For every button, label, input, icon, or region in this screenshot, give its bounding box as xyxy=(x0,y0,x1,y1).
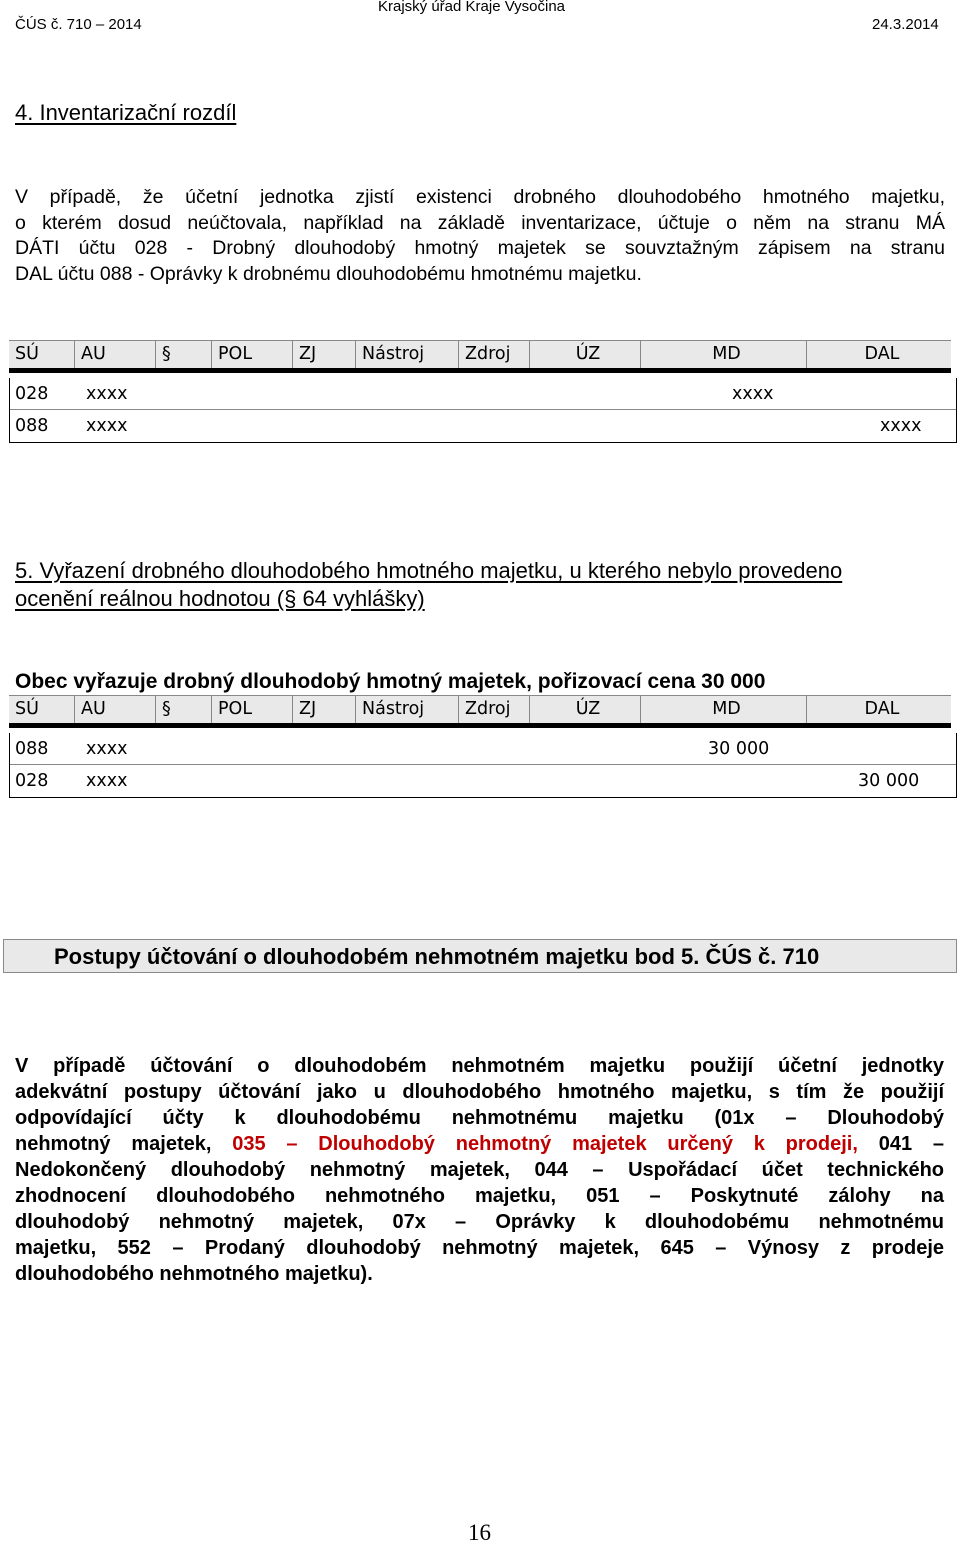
col-au: AU xyxy=(75,696,156,723)
col-nastroj: Nástroj xyxy=(356,341,459,368)
cell-dal: 30 000 xyxy=(858,771,920,791)
final-paragraph-line xyxy=(15,1261,944,1287)
header-date: 24.3.2014 xyxy=(872,16,939,33)
col-su: SÚ xyxy=(9,696,75,723)
col-pol: POL xyxy=(212,341,293,368)
cell-su: 088 xyxy=(15,739,49,759)
cell-md: xxxx xyxy=(732,384,774,404)
final-paragraph-line xyxy=(15,1209,944,1235)
table-row xyxy=(10,765,956,797)
paragraph-text: dlouhodobý nehmotný majetek, 07x – Oprávky k dlouhodobému nehmotnému xyxy=(15,1211,944,1233)
table2-header xyxy=(9,695,951,728)
section5-subheading: Obec vyřazuje drobný dlouhodobý hmotný majetek, pořizovací cena 30 000 xyxy=(15,670,766,693)
paragraph-text: nehmotný majetek, xyxy=(15,1133,233,1155)
final-paragraph-line xyxy=(15,1157,944,1183)
header-authority: Krajský úřad Kraje Vysočina xyxy=(378,0,566,15)
cell-md: 30 000 xyxy=(708,739,770,759)
cell-su: 088 xyxy=(15,416,49,436)
page-number: 16 xyxy=(468,1520,491,1545)
final-paragraph-line xyxy=(15,1235,944,1261)
col-dal: DAL xyxy=(864,344,900,364)
col-pol: POL xyxy=(212,696,293,723)
col-uz: ÚZ xyxy=(530,696,641,723)
table-row xyxy=(10,733,956,765)
paragraph-text: V případě účtování o dlouhodobém nehmotném majetku použijí účetní jednotky xyxy=(15,1055,944,1077)
cell-au: xxxx xyxy=(86,739,128,759)
section-banner: Postupy účtování o dlouhodobém nehmotném majetku bod 5. ČÚS č. 710 xyxy=(3,939,957,973)
section4-line: DAL účtu 088 - Oprávky k drobnému dlouhodobému hmotnému majetku. xyxy=(15,262,642,285)
section4-paragraph xyxy=(15,185,945,287)
col-zj: ZJ xyxy=(293,696,356,723)
final-paragraph-line xyxy=(15,1053,944,1079)
paragraph-text: adekvátní postupy účtování jako u dlouhodobého hmotného majetku, s tím že použijí xyxy=(15,1081,944,1103)
section4-line: V případě, že účetní jednotka zjistí existenci drobného dlouhodobého hmotného majetku, xyxy=(15,186,945,208)
highlighted-account-text: 035 – Dlouhodobý nehmotný majetek určený k prodeji, xyxy=(232,1133,858,1155)
col-paragraph: § xyxy=(156,696,212,723)
col-zdroj: Zdroj xyxy=(459,341,530,368)
final-paragraph-line xyxy=(15,1183,944,1209)
cell-au: xxxx xyxy=(86,384,128,404)
col-uz: ÚZ xyxy=(530,341,641,368)
col-dal: DAL xyxy=(864,699,900,719)
header-doc-id: ČÚS č. 710 – 2014 xyxy=(15,16,142,33)
cell-su: 028 xyxy=(15,384,49,404)
col-md: MD xyxy=(641,341,807,368)
final-paragraph xyxy=(15,1053,944,1287)
col-zdroj: Zdroj xyxy=(459,696,530,723)
col-au: AU xyxy=(75,341,156,368)
final-paragraph-line xyxy=(15,1105,944,1131)
cell-dal: xxxx xyxy=(880,416,922,436)
section4-line: DÁTI účtu 028 - Drobný dlouhodobý hmotný majetek se souvztažným zápisem na stranu xyxy=(15,237,945,259)
table-row xyxy=(10,410,956,442)
table-row xyxy=(10,378,956,410)
section5-heading-line1: 5. Vyřazení drobného dlouhodobého hmotného majetku, u kterého nebylo provedeno xyxy=(15,558,843,583)
final-paragraph-line xyxy=(15,1131,944,1157)
section5-heading-line2: ocenění reálnou hodnotou (§ 64 vyhlášky) xyxy=(15,586,425,611)
col-md: MD xyxy=(641,696,807,723)
col-zj: ZJ xyxy=(293,341,356,368)
paragraph-text: Nedokončený dlouhodobý nehmotný majetek, 044 – Uspořádací účet technického xyxy=(15,1159,944,1181)
col-su: SÚ xyxy=(9,341,75,368)
cell-au: xxxx xyxy=(86,771,128,791)
table1-header xyxy=(9,340,951,373)
table1-body xyxy=(9,378,957,443)
col-nastroj: Nástroj xyxy=(356,696,459,723)
section4-heading: 4. Inventarizační rozdíl xyxy=(15,100,237,125)
paragraph-text: odpovídající účty k dlouhodobému nehmotnému majetku (01x – Dlouhodobý xyxy=(15,1107,944,1129)
paragraph-text: 041 – xyxy=(857,1133,945,1155)
cell-su: 028 xyxy=(15,771,49,791)
paragraph-text: dlouhodobého nehmotného majetku). xyxy=(15,1263,373,1285)
paragraph-text: zhodnocení dlouhodobého nehmotného majetku, 051 – Poskytnuté zálohy na xyxy=(15,1185,944,1207)
table2-body xyxy=(9,733,957,798)
cell-au: xxxx xyxy=(86,416,128,436)
col-paragraph: § xyxy=(156,341,212,368)
paragraph-text: majetku, 552 – Prodaný dlouhodobý nehmotný majetek, 645 – Výnosy z prodeje xyxy=(15,1237,944,1259)
final-paragraph-line xyxy=(15,1079,944,1105)
section4-line: o kterém dosud neúčtovala, například na základě inventarizace, účtuje o něm na stranu MÁ xyxy=(15,211,945,234)
